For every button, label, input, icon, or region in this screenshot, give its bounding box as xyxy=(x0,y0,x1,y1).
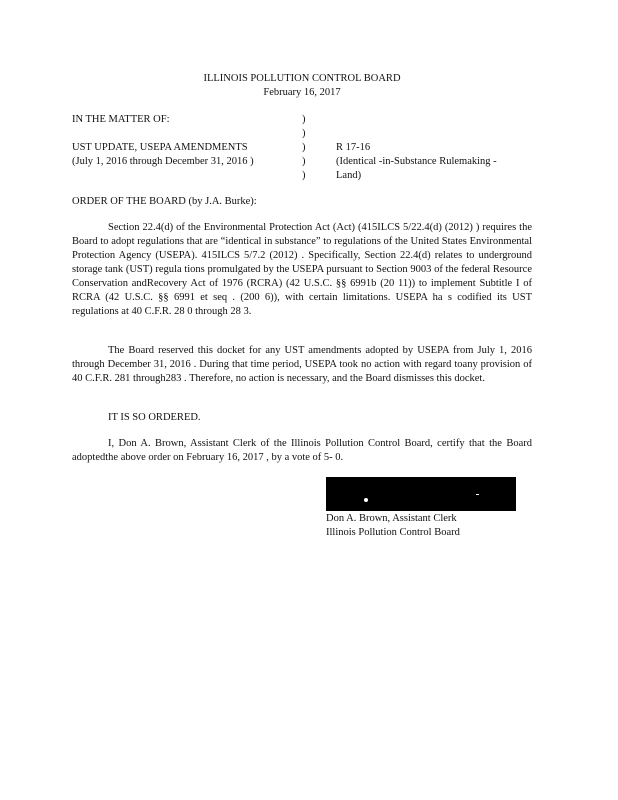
paragraph-text: IT IS SO ORDERED. xyxy=(108,412,201,423)
paragraph-docket-reserved xyxy=(72,344,532,386)
paragraph-certification xyxy=(72,437,532,465)
paragraph-text: The Board reserved this docket for any UST amendments adopted by USEPA from July 1, 2016 through December 31, 2016 . During that time period, USEPA took no action with regard toany provision of 40 C.F.R. 281 through283 . Therefore, no action is necessary, and the Board dismisses this docket. xyxy=(72,345,532,384)
caption-title-line-2: (July 1, 2016 through December 31, 2016 ) xyxy=(72,156,254,167)
paren: ) xyxy=(302,114,306,125)
agency-name: ILLINOIS POLLUTION CONTROL BOARD xyxy=(203,73,401,84)
signature-mark xyxy=(364,498,368,502)
paragraph-so-ordered xyxy=(72,411,532,425)
paragraph-statute xyxy=(72,221,532,319)
caption-parens xyxy=(302,113,312,183)
docket-number: R 17-16 xyxy=(336,142,371,153)
paren: ) xyxy=(302,170,306,181)
signature-mark xyxy=(476,494,479,495)
paren: ) xyxy=(302,156,306,167)
order-heading: ORDER OF THE BOARD (by J.A. Burke): xyxy=(72,196,257,207)
redacted-signature xyxy=(326,477,516,511)
rulemaking-type-line-2: Land) xyxy=(336,170,362,181)
spacer-row xyxy=(336,113,532,127)
paragraph-text: I, Don A. Brown, Assistant Clerk of the Illinois Pollution Control Board, certify that the Board adoptedthe above order on February 16, 2017 , by a vote of 5- 0. xyxy=(72,438,532,463)
case-caption xyxy=(72,113,532,183)
caption-title-line-1: UST UPDATE, USEPA AMENDMENTS xyxy=(72,142,248,153)
matter-line: IN THE MATTER OF: xyxy=(72,114,170,125)
signer-name-title: Don A. Brown, Assistant Clerk xyxy=(326,513,457,524)
caption-left xyxy=(72,113,297,169)
paren: ) xyxy=(302,142,306,153)
caption-right xyxy=(336,113,532,183)
rulemaking-type-line-1: (Identical -in-Substance Rulemaking - xyxy=(336,156,497,167)
spacer-row xyxy=(72,127,297,141)
document-date: February 16, 2017 xyxy=(263,87,341,98)
signer-organization: Illinois Pollution Control Board xyxy=(326,527,460,538)
document-header xyxy=(72,72,532,100)
paren: ) xyxy=(302,128,306,139)
paragraph-text: Section 22.4(d) of the Environmental Protection Act (Act) (415ILCS 5/22.4(d) (2012) ) requires the Board to adopt regulations that are “identical in substance” to regulations of the United States Environmental Protection Agency (USEPA). 415ILCS 5/7.2 (2012) . Specifically, Section 22.4(d) relates to underground storage tank (UST) regula tions promulgated by the USEPA pursuant to Section 9003 of the federal Resource Conservation andRecovery Act of 1976 (RCRA) (42 U.S.C. §§ 6991b (20 11)) to implement Subtitle I of RCRA (42 U.S.C. §§ 6991 et seq . (200 6)), with certain limitations. USEPA ha s codified its UST regulations at 40 C.F.R. 28 0 through 28 3. xyxy=(72,222,532,317)
spacer-row xyxy=(336,127,532,141)
signature-block xyxy=(326,512,526,540)
